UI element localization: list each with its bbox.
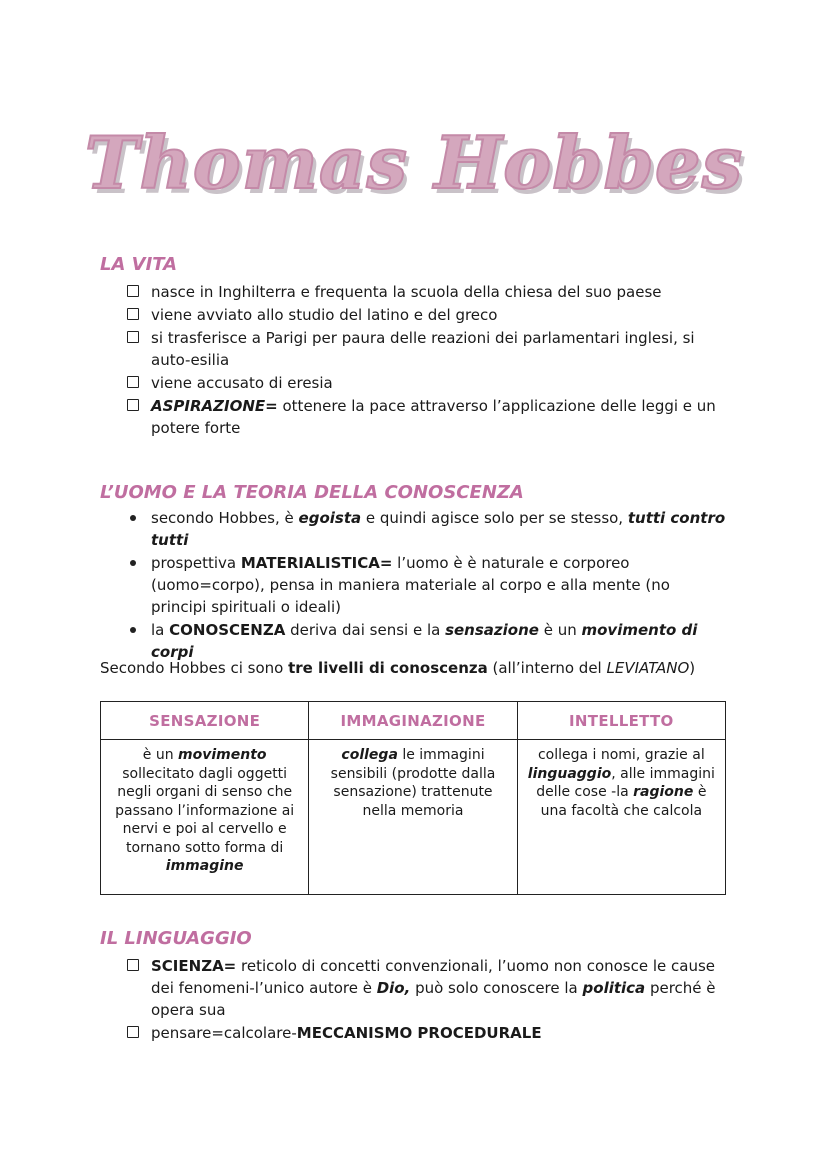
text-run: tutti contro tutti [151, 509, 726, 549]
list-item [127, 281, 727, 303]
list-item [127, 955, 727, 1021]
header-immaginazione: IMMAGINAZIONE [309, 702, 517, 740]
text-run: sensazione [445, 621, 539, 639]
item-text [151, 1024, 542, 1042]
checkbox-icon[interactable] [127, 285, 139, 297]
cell-immaginazione [309, 740, 517, 895]
list-item [127, 507, 727, 551]
bullet-icon [130, 560, 136, 566]
text-run: Secondo Hobbes ci sono [100, 659, 289, 677]
uomo-list [127, 507, 727, 664]
list-item [127, 304, 727, 326]
bullet-icon [130, 515, 136, 521]
text-run: Dio, [376, 979, 411, 997]
text-run: LEVIATANO [606, 659, 690, 677]
item-text [151, 554, 670, 616]
text-run: si trasferisce a Parigi per paura delle reazioni dei parlamentari inglesi, si auto-esilia [151, 329, 695, 369]
text-run: SCIENZA= [151, 957, 237, 975]
text-run: e quindi agisce solo per se stesso, [361, 509, 628, 527]
text-run: CONOSCENZA [169, 621, 286, 639]
header-sensazione: SENSAZIONE [101, 702, 309, 740]
text-run: pensare=calcolare- [151, 1024, 297, 1042]
text-run: può solo conoscere la [410, 979, 583, 997]
list-item [127, 1022, 727, 1044]
list-item [127, 327, 727, 371]
text-run: prospettiva [151, 554, 241, 572]
text-run: reticolo di concetti convenzionali, l’uomo non conosce le cause dei fenomeni-l’unico autore è [151, 957, 716, 997]
text-run: viene accusato di eresia [151, 374, 333, 392]
bullet-icon [130, 627, 136, 633]
text-run: MECCANISMO PROCEDURALE [296, 1024, 542, 1042]
text-run: (all’interno del [487, 659, 607, 677]
linguaggio-list [127, 955, 727, 1045]
text-run: viene avviato allo studio del latino e del greco [151, 306, 498, 324]
text-run: ) [689, 659, 696, 677]
item-text [151, 283, 662, 301]
text-run: immagine [165, 858, 244, 874]
header-intelletto: INTELLETTO [517, 702, 725, 740]
text-run: movimento di corpi [151, 621, 698, 661]
text-run: movimento [178, 747, 267, 763]
item-text [151, 509, 725, 549]
list-item [127, 395, 727, 439]
text-run: le immagini sensibili (prodotte dalla sensazione) trattenute nella memoria [330, 747, 496, 819]
text-run: la [151, 621, 170, 639]
text-run: , alle immagini delle cose -la [536, 765, 715, 800]
text-run: tre livelli di conoscenza [288, 659, 488, 677]
text-run: ASPIRAZIONE= [151, 397, 278, 415]
text-run: è un [142, 747, 179, 763]
text-run: perché è opera sua [151, 979, 716, 1019]
list-item [127, 552, 727, 618]
item-text [151, 374, 333, 392]
item-text [151, 957, 716, 1019]
text-run: collega i nomi, grazie al [537, 747, 705, 763]
text-run: egoista [298, 509, 362, 527]
checkbox-icon[interactable] [127, 399, 139, 411]
item-text [151, 306, 497, 324]
item-text [151, 397, 716, 437]
title-container [0, 120, 828, 240]
text-run: l’uomo è è naturale e corporeo (uomo=corpo), pensa in maniera materiale al corpo e alla mente (no principi spirituali o ideali) [151, 554, 670, 616]
text-run: politica [582, 979, 646, 997]
table-row [101, 740, 726, 895]
checkbox-icon[interactable] [127, 308, 139, 320]
text-run: ragione [633, 784, 694, 800]
text-run: sollecitato dagli oggetti negli organi di senso che passano l’informazione ai nervi e poi al cervello e tornano sotto forma di [115, 765, 295, 856]
text-run: MATERIALISTICA= [240, 554, 393, 572]
text-run: nasce in Inghilterra e frequenta la scuola della chiesa del suo paese [151, 283, 662, 301]
text-run: deriva dai sensi e la [285, 621, 446, 639]
item-text [151, 329, 695, 369]
text-run: è un [538, 621, 582, 639]
livelli-paragraph [100, 657, 695, 679]
vita-list [127, 281, 727, 440]
page-title: Thomas Hobbes [84, 120, 744, 205]
list-item [127, 372, 727, 394]
text-run: è una facoltà che calcola [540, 784, 707, 819]
item-text [151, 621, 697, 661]
table-header-row [101, 702, 726, 740]
levels-table [100, 701, 726, 895]
section-heading-uomo: L’UOMO E LA TEORIA DELLA CONOSCENZA [100, 482, 524, 503]
text-run: collega [341, 747, 398, 763]
checkbox-icon[interactable] [127, 959, 139, 971]
text-run: linguaggio [527, 765, 612, 782]
section-heading-linguaggio: IL LINGUAGGIO [100, 928, 252, 949]
cell-sensazione [101, 740, 309, 895]
checkbox-icon[interactable] [127, 376, 139, 388]
section-heading-vita: LA VITA [100, 254, 178, 275]
text-run: ottenere la pace attraverso l’applicazione delle leggi e un potere forte [151, 397, 716, 437]
checkbox-icon[interactable] [127, 1026, 139, 1038]
checkbox-icon[interactable] [127, 331, 139, 343]
cell-intelletto [517, 740, 725, 895]
text-run: secondo Hobbes, è [151, 509, 299, 527]
